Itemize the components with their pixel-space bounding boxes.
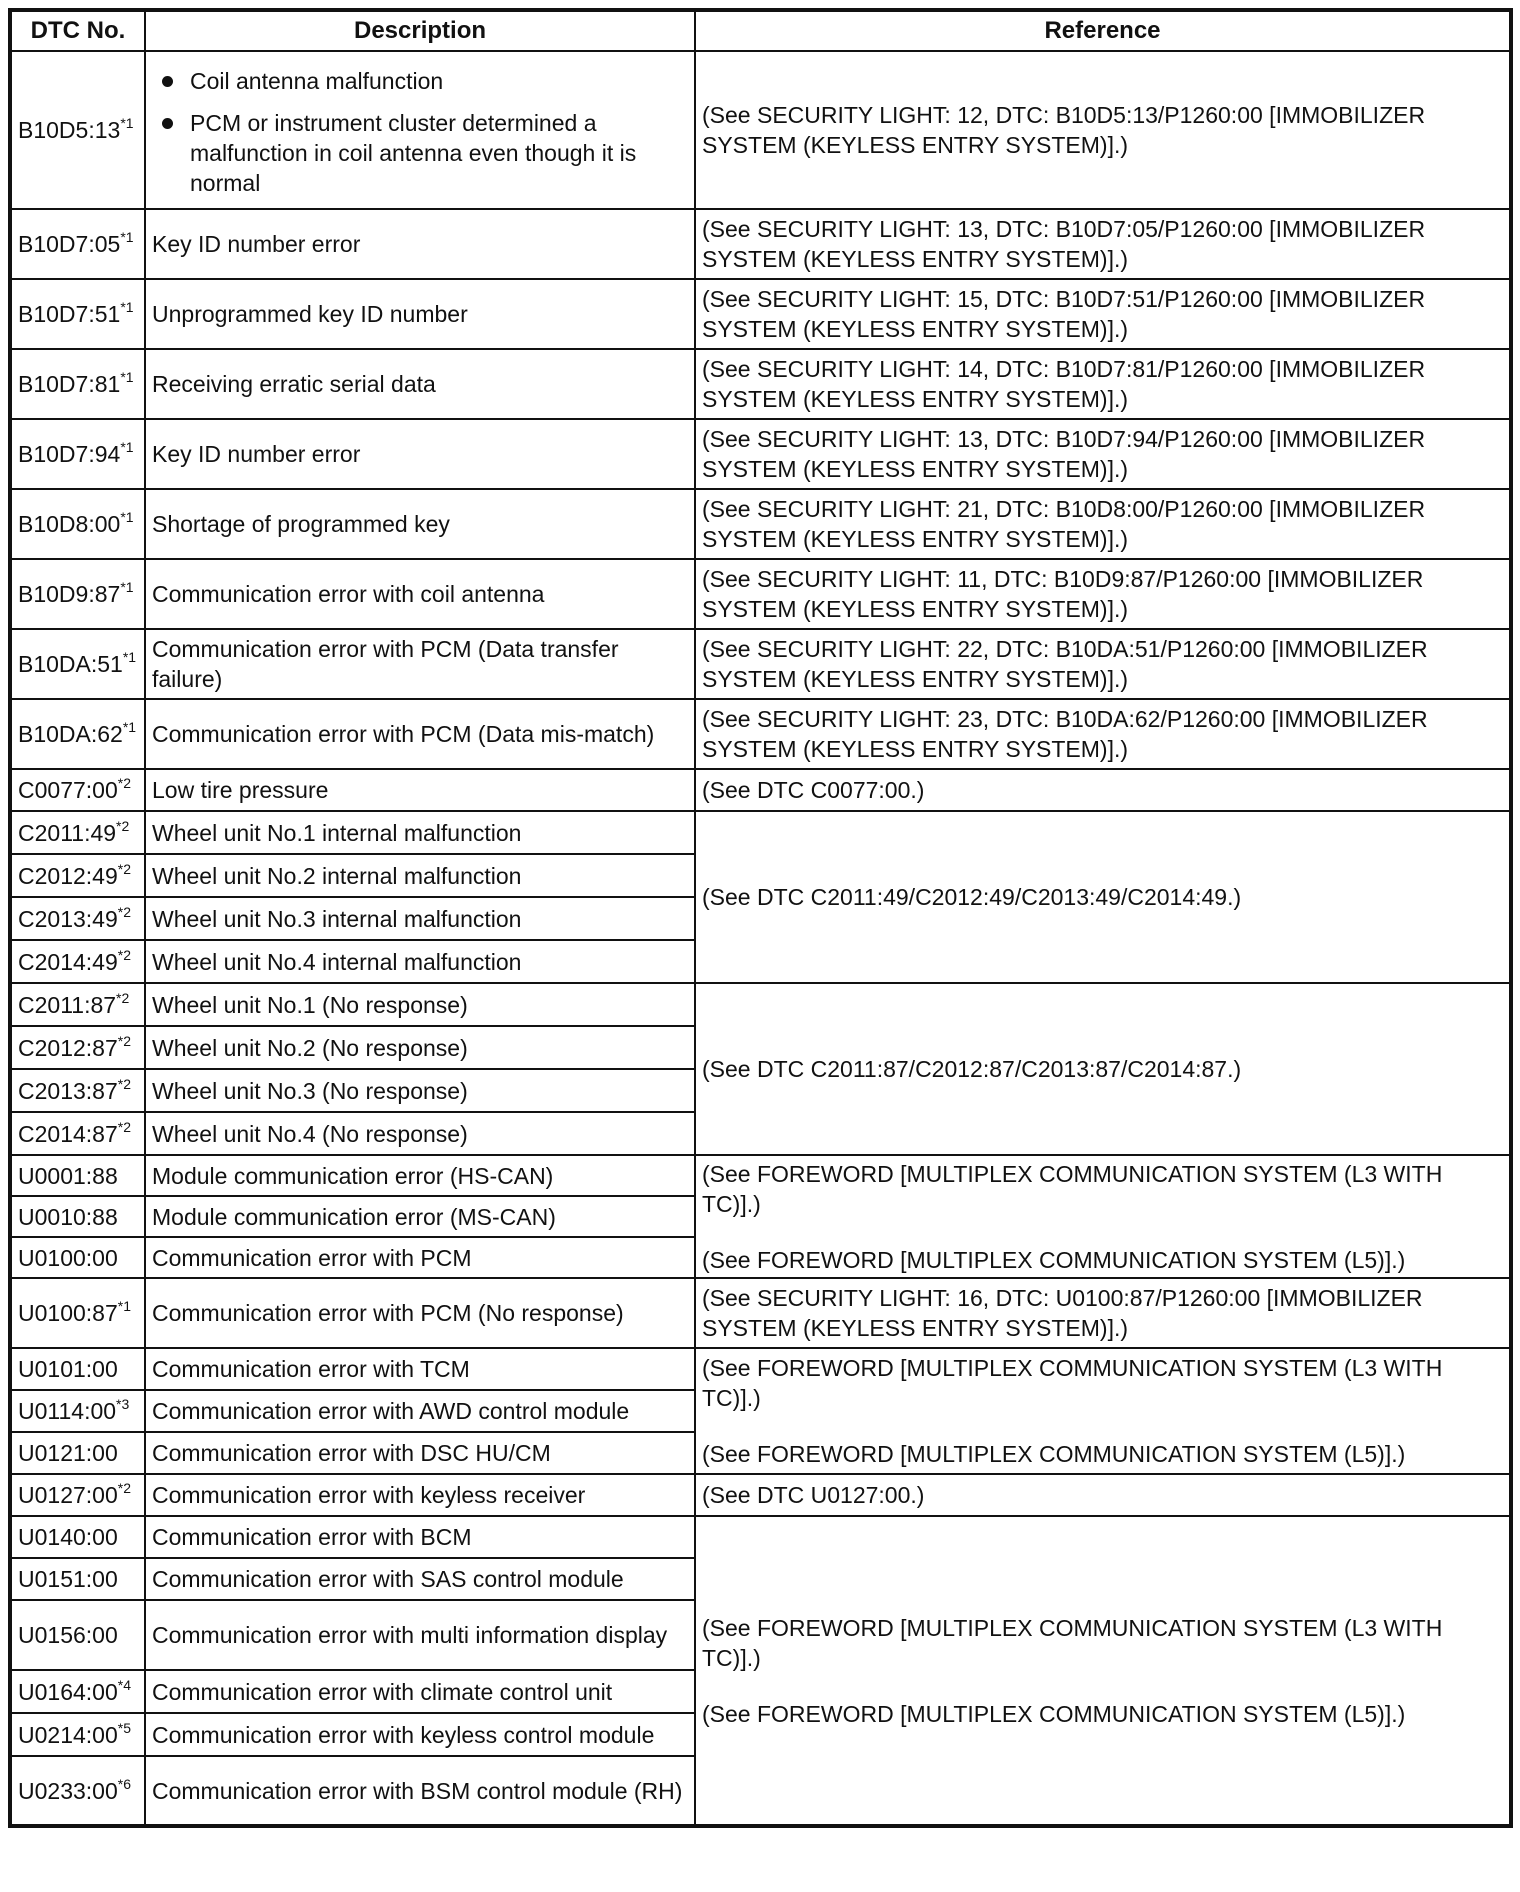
dtc-code: U0127:00 <box>18 1482 118 1508</box>
reference-cell <box>695 811 1511 983</box>
dtc-code-cell <box>10 940 145 983</box>
description-cell <box>145 489 695 559</box>
dtc-code-cell <box>10 811 145 854</box>
reference-cell <box>695 699 1511 769</box>
description-bullet-list <box>152 66 688 198</box>
description-text: Communication error with AWD control module <box>152 1398 630 1424</box>
reference-cell <box>695 1348 1511 1474</box>
table-row <box>10 1155 1511 1196</box>
dtc-code: B10D7:81 <box>18 371 121 397</box>
dtc-code-cell <box>10 1026 145 1069</box>
description-cell <box>145 1516 695 1558</box>
reference-text: (See FOREWORD [MULTIPLEX COMMUNICATION SYSTEM (L5)].) <box>702 1441 1406 1467</box>
table-row <box>10 1474 1511 1516</box>
description-header: Description <box>145 10 695 51</box>
dtc-code-cell <box>10 1155 145 1196</box>
table-row <box>10 1516 1511 1558</box>
dtc-code-cell <box>10 1069 145 1112</box>
reference-cell <box>695 1474 1511 1516</box>
footnote-marker: *1 <box>120 439 134 455</box>
reference-text: (See FOREWORD [MULTIPLEX COMMUNICATION SYSTEM (L3 WITH TC)].) <box>702 1614 1443 1671</box>
description-text: Communication error with keyless receiver <box>152 1482 586 1508</box>
description-cell <box>145 1474 695 1516</box>
reference-cell <box>695 629 1511 699</box>
dtc-code: C2013:49 <box>18 905 118 932</box>
table-row <box>10 769 1511 811</box>
reference-cell <box>695 279 1511 349</box>
reference-cell <box>695 983 1511 1155</box>
reference-text: (See FOREWORD [MULTIPLEX COMMUNICATION SYSTEM (L3 WITH TC)].) <box>702 1160 1443 1217</box>
dtc-code: U0156:00 <box>18 1622 118 1648</box>
footnote-marker: *2 <box>117 903 131 920</box>
description-cell <box>145 1558 695 1600</box>
reference-cell <box>695 419 1511 489</box>
footnote-marker: *6 <box>117 1775 131 1792</box>
dtc-code: U0214:00 <box>18 1721 118 1748</box>
dtc-code: C2011:87 <box>18 991 117 1018</box>
dtc-code-cell <box>10 1432 145 1474</box>
dtc-code-cell <box>10 629 145 699</box>
description-text: Communication error with BCM <box>152 1524 472 1550</box>
dtc-code: C2012:87 <box>18 1034 118 1061</box>
reference-cell <box>695 51 1511 209</box>
dtc-code: U0140:00 <box>18 1524 118 1550</box>
reference-cell <box>695 349 1511 419</box>
dtc-code-cell <box>10 209 145 279</box>
reference-text: (See FOREWORD [MULTIPLEX COMMUNICATION SYSTEM (L5)].) <box>702 1246 1406 1273</box>
table-row <box>10 419 1511 489</box>
footnote-marker: *2 <box>117 860 131 877</box>
reference-text: (See SECURITY LIGHT: 16, DTC: U0100:87/P1260:00 [IMMOBILIZER SYSTEM (KEYLESS ENTRY SYSTEM)].) <box>702 1285 1423 1341</box>
dtc-code: U0100:00 <box>18 1244 118 1271</box>
reference-cell <box>695 559 1511 629</box>
table-row <box>10 279 1511 349</box>
description-cell <box>145 1278 695 1348</box>
description-cell <box>145 1670 695 1713</box>
dtc-code-cell <box>10 1390 145 1432</box>
table-row <box>10 1348 1511 1390</box>
description-cell <box>145 897 695 940</box>
dtc-code: U0100:87 <box>18 1300 118 1326</box>
reference-cell <box>695 489 1511 559</box>
reference-text: (See SECURITY LIGHT: 11, DTC: B10D9:87/P1260:00 [IMMOBILIZER SYSTEM (KEYLESS ENTRY SYSTEM)].) <box>702 566 1424 622</box>
reference-text: (See SECURITY LIGHT: 13, DTC: B10D7:05/P1260:00 [IMMOBILIZER SYSTEM (KEYLESS ENTRY SYSTEM)].) <box>702 216 1426 272</box>
description-text: Communication error with DSC HU/CM <box>152 1440 551 1466</box>
description-cell <box>145 559 695 629</box>
dtc-code: U0164:00 <box>18 1678 118 1705</box>
description-text: Module communication error (HS-CAN) <box>152 1162 554 1189</box>
reference-cell <box>695 1516 1511 1826</box>
footnote-marker: *3 <box>116 1396 130 1412</box>
description-text: Wheel unit No.2 (No response) <box>152 1034 468 1061</box>
description-text: Shortage of programmed key <box>152 511 450 537</box>
reference-text: (See FOREWORD [MULTIPLEX COMMUNICATION SYSTEM (L5)].) <box>702 1700 1406 1727</box>
reference-text: (See SECURITY LIGHT: 22, DTC: B10DA:51/P1260:00 [IMMOBILIZER SYSTEM (KEYLESS ENTRY SYSTEM)].) <box>702 636 1428 692</box>
footnote-marker: *2 <box>117 1118 131 1135</box>
table-row <box>10 983 1511 1026</box>
description-text: Wheel unit No.4 (No response) <box>152 1120 468 1147</box>
reference-text: (See SECURITY LIGHT: 23, DTC: B10DA:62/P1260:00 [IMMOBILIZER SYSTEM (KEYLESS ENTRY SYSTEM)].) <box>702 706 1428 762</box>
footnote-marker: *1 <box>117 1298 131 1314</box>
dtc-header: DTC No. <box>10 10 145 51</box>
dtc-code: B10D7:94 <box>18 441 121 467</box>
description-bullet: PCM or instrument cluster determined a malfunction in coil antenna even though it is normal <box>152 108 688 198</box>
description-cell <box>145 629 695 699</box>
description-cell <box>145 1112 695 1155</box>
dtc-code: U0001:88 <box>18 1162 118 1189</box>
reference-text: (See DTC C2011:87/C2012:87/C2013:87/C2014:87.) <box>702 1056 1242 1082</box>
description-text: Module communication error (MS-CAN) <box>152 1203 556 1230</box>
reference-header: Reference <box>695 10 1511 51</box>
dtc-code: C2013:87 <box>18 1077 118 1104</box>
dtc-code-cell <box>10 854 145 897</box>
footnote-marker: *2 <box>117 946 131 963</box>
description-cell <box>145 769 695 811</box>
description-text: Wheel unit No.3 (No response) <box>152 1077 468 1104</box>
dtc-code-cell <box>10 1516 145 1558</box>
dtc-code: U0121:00 <box>18 1440 118 1466</box>
description-cell <box>145 1237 695 1278</box>
description-text: Receiving erratic serial data <box>152 371 436 397</box>
description-cell <box>145 1196 695 1237</box>
dtc-code-cell <box>10 419 145 489</box>
table-row <box>10 559 1511 629</box>
dtc-code: U0114:00 <box>18 1398 117 1424</box>
dtc-code: B10DA:62 <box>18 721 123 747</box>
description-text: Communication error with keyless control module <box>152 1721 655 1748</box>
dtc-code: B10DA:51 <box>18 651 123 677</box>
reference-cell <box>695 1278 1511 1348</box>
dtc-code-cell <box>10 559 145 629</box>
dtc-code: U0010:88 <box>18 1203 118 1230</box>
footnote-marker: *1 <box>122 719 137 735</box>
description-text: Communication error with climate control unit <box>152 1678 613 1705</box>
table-row <box>10 811 1511 854</box>
description-text: Wheel unit No.1 internal malfunction <box>152 819 522 846</box>
dtc-code: B10D7:05 <box>18 231 121 257</box>
footnote-marker: *1 <box>120 299 134 315</box>
description-cell <box>145 940 695 983</box>
description-text: Wheel unit No.2 internal malfunction <box>152 862 522 889</box>
dtc-code-cell <box>10 1474 145 1516</box>
footnote-marker: *2 <box>117 1075 131 1092</box>
description-cell <box>145 811 695 854</box>
description-text: Communication error with BSM control module (RH) <box>152 1777 683 1804</box>
table-row <box>10 699 1511 769</box>
description-cell <box>145 209 695 279</box>
description-cell <box>145 1026 695 1069</box>
dtc-code: B10D7:51 <box>18 301 121 327</box>
dtc-code-cell <box>10 769 145 811</box>
reference-cell <box>695 1155 1511 1278</box>
footnote-marker: *1 <box>122 649 137 665</box>
dtc-code-cell <box>10 1112 145 1155</box>
dtc-code-cell <box>10 897 145 940</box>
description-text: Key ID number error <box>152 231 361 257</box>
description-text: Communication error with SAS control module <box>152 1566 624 1592</box>
reference-text: (See DTC C0077:00.) <box>702 777 925 803</box>
description-cell <box>145 1432 695 1474</box>
description-text: Communication error with PCM <box>152 1244 472 1271</box>
footnote-marker: *1 <box>120 579 134 595</box>
dtc-code-cell <box>10 1713 145 1756</box>
reference-text: (See SECURITY LIGHT: 15, DTC: B10D7:51/P1260:00 [IMMOBILIZER SYSTEM (KEYLESS ENTRY SYSTEM)].) <box>702 286 1426 342</box>
description-cell <box>145 983 695 1026</box>
dtc-rows <box>10 51 1511 1826</box>
description-cell <box>145 1713 695 1756</box>
description-text: Communication error with PCM (No response) <box>152 1300 624 1326</box>
footnote-marker: *1 <box>120 115 134 131</box>
header-row <box>10 10 1511 51</box>
dtc-code-cell <box>10 1670 145 1713</box>
reference-text: (See FOREWORD [MULTIPLEX COMMUNICATION SYSTEM (L3 WITH TC)].) <box>702 1355 1443 1411</box>
dtc-code: C2012:49 <box>18 862 118 889</box>
dtc-code: U0151:00 <box>18 1566 118 1592</box>
description-cell <box>145 1069 695 1112</box>
dtc-code: B10D5:13 <box>18 117 121 143</box>
description-cell <box>145 854 695 897</box>
dtc-code: B10D8:00 <box>18 511 121 537</box>
reference-text: (See SECURITY LIGHT: 13, DTC: B10D7:94/P1260:00 [IMMOBILIZER SYSTEM (KEYLESS ENTRY SYSTEM)].) <box>702 426 1426 482</box>
description-cell <box>145 419 695 489</box>
reference-cell <box>695 769 1511 811</box>
description-text: Wheel unit No.3 internal malfunction <box>152 905 522 932</box>
table-row <box>10 629 1511 699</box>
reference-text: (See DTC U0127:00.) <box>702 1482 925 1508</box>
dtc-code-cell <box>10 1558 145 1600</box>
footnote-marker: *5 <box>117 1719 131 1736</box>
footnote-marker: *1 <box>120 369 134 385</box>
dtc-code-cell <box>10 699 145 769</box>
reference-text: (See SECURITY LIGHT: 12, DTC: B10D5:13/P1260:00 [IMMOBILIZER SYSTEM (KEYLESS ENTRY SYSTEM)].) <box>702 102 1426 158</box>
reference-text: (See SECURITY LIGHT: 14, DTC: B10D7:81/P1260:00 [IMMOBILIZER SYSTEM (KEYLESS ENTRY SYSTEM)].) <box>702 356 1426 412</box>
description-text: Unprogrammed key ID number <box>152 301 468 327</box>
dtc-code-cell <box>10 1196 145 1237</box>
footnote-marker: *2 <box>117 775 131 791</box>
description-text: Low tire pressure <box>152 777 329 803</box>
description-cell <box>145 1600 695 1670</box>
dtc-code: U0101:00 <box>18 1356 118 1382</box>
footnote-marker: *4 <box>117 1676 131 1693</box>
dtc-code-cell <box>10 1756 145 1826</box>
description-cell <box>145 1390 695 1432</box>
table-row <box>10 1278 1511 1348</box>
footnote-marker: *2 <box>116 989 130 1006</box>
table-row <box>10 209 1511 279</box>
dtc-code-cell <box>10 983 145 1026</box>
description-cell <box>145 349 695 419</box>
dtc-code-cell <box>10 51 145 209</box>
dtc-code-cell <box>10 1278 145 1348</box>
footnote-marker: *2 <box>116 817 130 834</box>
description-text: Key ID number error <box>152 441 361 467</box>
reference-text: (See DTC C2011:49/C2012:49/C2013:49/C2014:49.) <box>702 884 1242 910</box>
dtc-code: B10D9:87 <box>18 581 121 607</box>
description-text: Communication error with PCM (Data mis-match) <box>152 721 655 747</box>
description-cell <box>145 1348 695 1390</box>
dtc-code: C0077:00 <box>18 777 118 803</box>
dtc-code-cell <box>10 349 145 419</box>
footnote-marker: *2 <box>117 1032 131 1049</box>
dtc-code: C2014:87 <box>18 1120 118 1147</box>
table-row <box>10 51 1511 209</box>
dtc-code-cell <box>10 489 145 559</box>
reference-cell <box>695 209 1511 279</box>
description-cell <box>145 279 695 349</box>
footnote-marker: *2 <box>117 1480 131 1496</box>
dtc-code-cell <box>10 1600 145 1670</box>
dtc-code: C2011:49 <box>18 819 117 846</box>
description-cell <box>145 1756 695 1826</box>
footnote-marker: *1 <box>120 509 134 525</box>
description-bullet: Coil antenna malfunction <box>152 66 688 96</box>
table-row <box>10 349 1511 419</box>
dtc-code-cell <box>10 1237 145 1278</box>
description-text: Wheel unit No.4 internal malfunction <box>152 948 522 975</box>
description-text: Wheel unit No.1 (No response) <box>152 991 468 1018</box>
dtc-code: C2014:49 <box>18 948 118 975</box>
footnote-marker: *1 <box>120 229 134 245</box>
description-cell <box>145 699 695 769</box>
dtc-code-cell <box>10 1348 145 1390</box>
dtc-table <box>8 8 1513 1828</box>
dtc-code: U0233:00 <box>18 1777 118 1804</box>
description-text: Communication error with PCM (Data transfer failure) <box>152 636 619 692</box>
description-cell <box>145 1155 695 1196</box>
table-row <box>10 489 1511 559</box>
description-text: Communication error with multi information display <box>152 1622 668 1648</box>
dtc-code-cell <box>10 279 145 349</box>
description-cell <box>145 51 695 209</box>
description-text: Communication error with coil antenna <box>152 581 545 607</box>
reference-text: (See SECURITY LIGHT: 21, DTC: B10D8:00/P1260:00 [IMMOBILIZER SYSTEM (KEYLESS ENTRY SYSTEM)].) <box>702 496 1426 552</box>
description-text: Communication error with TCM <box>152 1356 470 1382</box>
